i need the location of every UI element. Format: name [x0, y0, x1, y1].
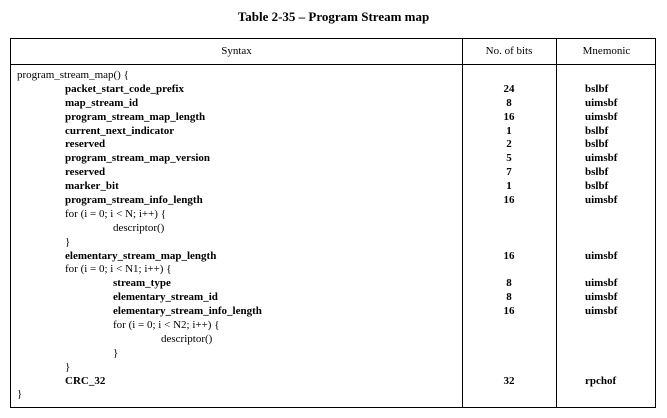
table-row: [11, 319, 655, 333]
table-row: [11, 69, 655, 83]
bits-cell: 5: [506, 152, 512, 165]
syntax-cell: packet_start_code_prefix: [65, 82, 184, 95]
header-mnemonic: Mnemonic: [582, 45, 631, 57]
mnemonic-cell: uimsbf: [585, 291, 618, 304]
bits-cell: 32: [503, 374, 515, 387]
header-bits: No. of bits: [485, 45, 533, 57]
mnemonic-cell: bslbf: [585, 166, 609, 179]
syntax-cell: descriptor(): [113, 221, 165, 234]
table-row: [11, 138, 655, 152]
table-row: [11, 388, 655, 402]
table-row: [11, 250, 655, 264]
syntax-cell: }: [65, 360, 71, 373]
mnemonic-cell: uimsbf: [585, 152, 618, 165]
syntax-cell: for (i = 0; i < N1; i++) {: [65, 263, 172, 276]
header-syntax: Syntax: [221, 45, 252, 57]
bits-cell: 8: [506, 96, 512, 109]
table-body: [11, 69, 655, 402]
syntax-cell: marker_bit: [65, 180, 119, 193]
syntax-cell: program_stream_map() {: [17, 69, 129, 81]
bits-cell: 16: [503, 110, 515, 123]
bits-cell: 16: [503, 249, 515, 262]
table-row: [11, 83, 655, 97]
table-row: [11, 375, 655, 389]
table-row: [11, 166, 655, 180]
table-row: [11, 263, 655, 277]
syntax-cell: stream_type: [113, 277, 171, 290]
syntax-cell: reserved: [65, 138, 106, 151]
table-row: [11, 180, 655, 194]
mnemonic-cell: bslbf: [585, 124, 609, 137]
mnemonic-cell: uimsbf: [585, 249, 618, 262]
table-row: [11, 208, 655, 222]
syntax-cell: program_stream_map_version: [65, 152, 211, 165]
bits-cell: 1: [506, 180, 512, 193]
bits-cell: 8: [506, 291, 512, 304]
table-row: [11, 222, 655, 236]
table-row: [11, 333, 655, 347]
bits-cell: 2: [506, 138, 512, 151]
syntax-cell: }: [65, 235, 71, 248]
table-row: [11, 347, 655, 361]
table-caption: Table 2-35 – Program Stream map: [237, 9, 430, 24]
syntax-cell: CRC_32: [65, 374, 106, 387]
syntax-cell: current_next_indicator: [65, 124, 175, 137]
syntax-cell: descriptor(): [161, 332, 213, 345]
mnemonic-cell: uimsbf: [585, 194, 618, 207]
bits-cell: 8: [506, 277, 512, 290]
mnemonic-cell: bslbf: [585, 180, 609, 193]
mnemonic-cell: uimsbf: [585, 305, 618, 318]
bits-cell: 1: [506, 124, 512, 137]
syntax-cell: reserved: [65, 166, 106, 179]
table-row: [11, 111, 655, 125]
syntax-cell: program_stream_info_length: [65, 194, 203, 207]
mnemonic-cell: uimsbf: [585, 96, 618, 109]
table-row: [11, 194, 655, 208]
syntax-cell: }: [17, 388, 23, 401]
mnemonic-cell: uimsbf: [585, 110, 618, 123]
syntax-cell: program_stream_map_length: [65, 110, 206, 123]
mnemonic-cell: rpchof: [585, 374, 617, 387]
table-row: [11, 125, 655, 139]
syntax-cell: for (i = 0; i < N; i++) {: [65, 207, 166, 220]
syntax-cell: }: [113, 346, 119, 359]
syntax-cell: for (i = 0; i < N2; i++) {: [113, 319, 220, 332]
mnemonic-cell: uimsbf: [585, 277, 618, 290]
bits-cell: 16: [503, 305, 515, 318]
header-divider: [11, 64, 655, 65]
mnemonic-cell: bslbf: [585, 138, 609, 151]
table-row: [11, 277, 655, 291]
table-row: [11, 236, 655, 250]
syntax-cell: map_stream_id: [65, 96, 139, 109]
syntax-cell: elementary_stream_info_length: [113, 305, 262, 318]
table-row: [11, 361, 655, 375]
bits-cell: 7: [506, 166, 512, 179]
table-row: [11, 97, 655, 111]
syntax-cell: elementary_stream_id: [113, 291, 218, 304]
bits-cell: 16: [503, 194, 515, 207]
table-row: [11, 305, 655, 319]
table-row: [11, 152, 655, 166]
syntax-cell: elementary_stream_map_length: [65, 249, 217, 262]
bits-cell: 24: [503, 82, 515, 95]
mnemonic-cell: bslbf: [585, 82, 609, 95]
syntax-table: [10, 38, 656, 408]
table-row: [11, 291, 655, 305]
